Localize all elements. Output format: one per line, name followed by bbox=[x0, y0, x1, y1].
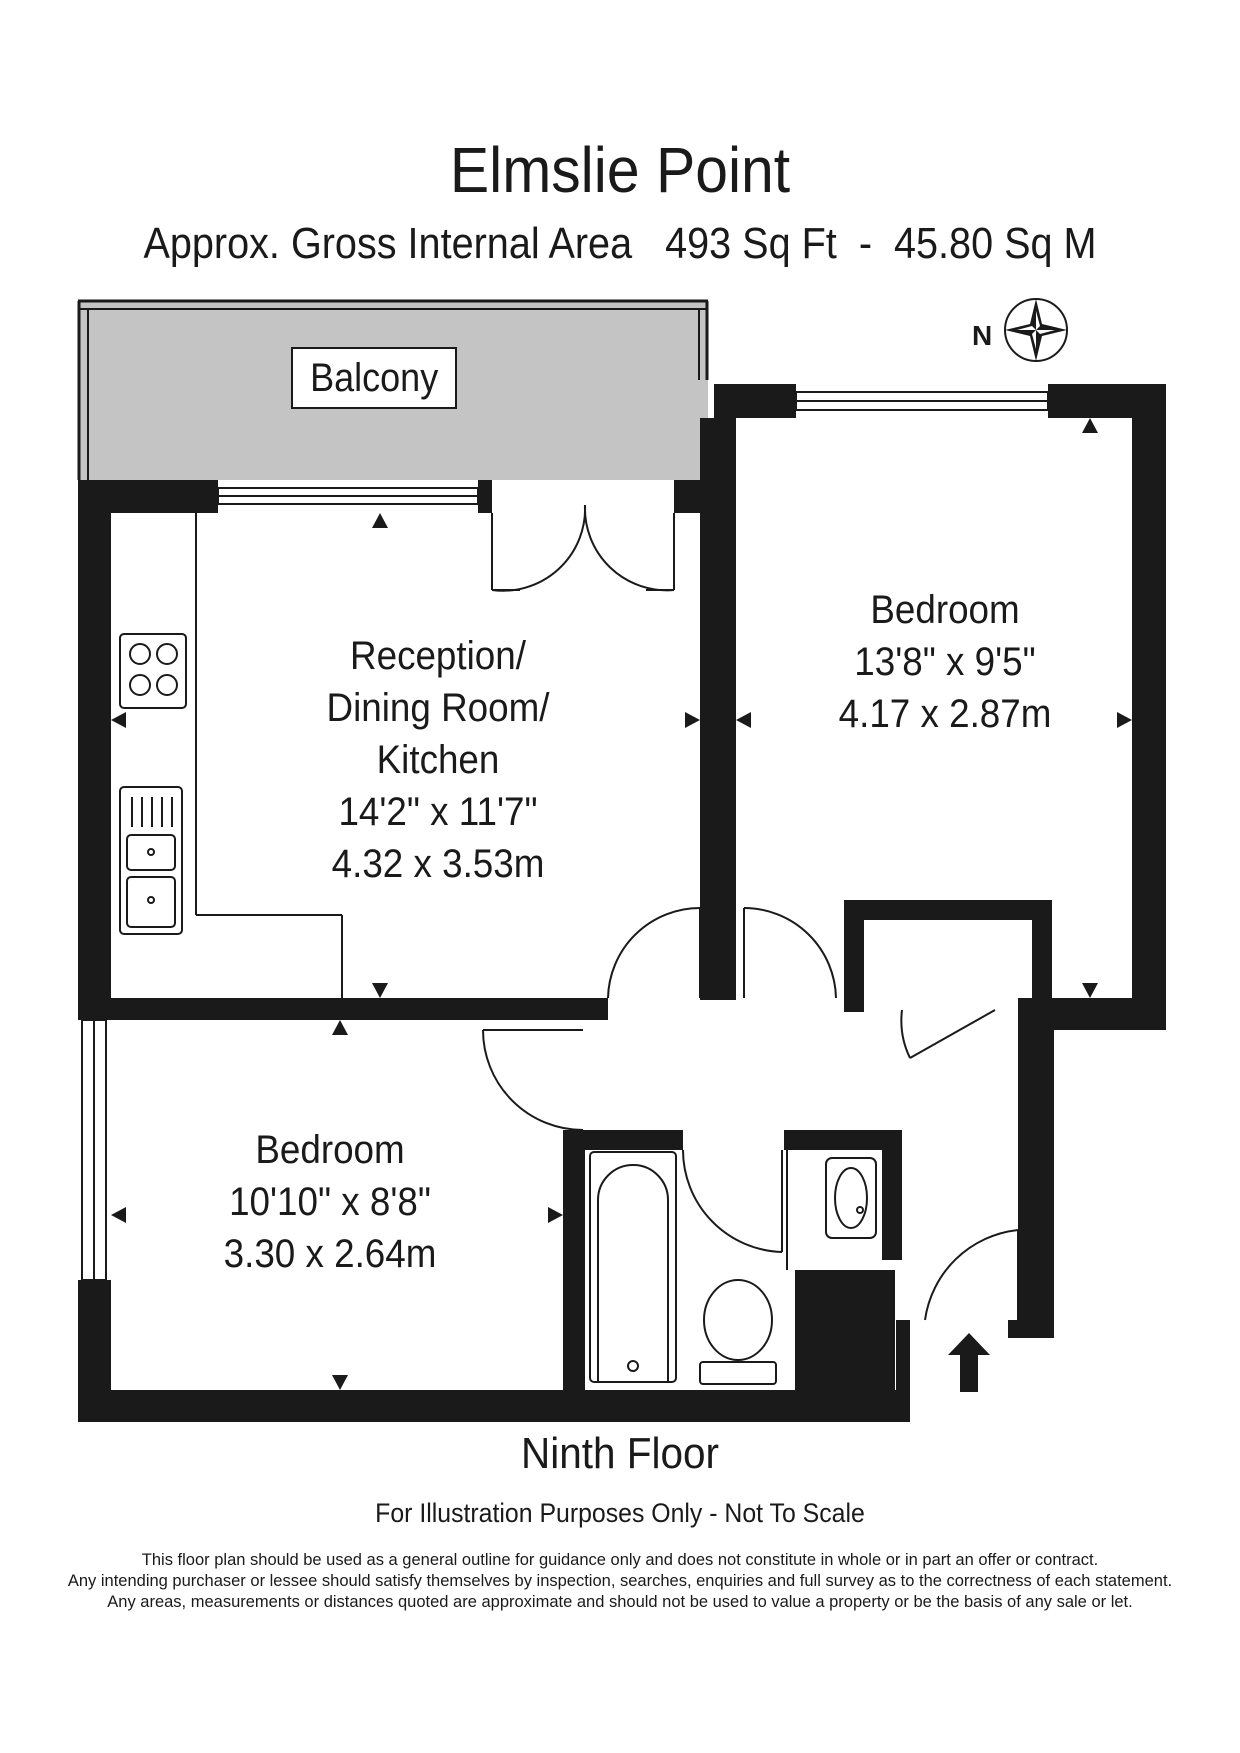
hob-icon bbox=[120, 634, 186, 708]
compass-rose-icon bbox=[1005, 299, 1067, 361]
entrance-arrow-icon bbox=[948, 1333, 990, 1392]
reception-name-line2: Dining Room/ bbox=[326, 686, 550, 730]
illustration-note: For Illustration Purposes Only - Not To Scale bbox=[375, 1498, 865, 1528]
bedroom-2-metric: 3.30 x 2.64m bbox=[223, 1232, 437, 1276]
bedroom-1-metric: 4.17 x 2.87m bbox=[838, 692, 1052, 736]
compass-north-label: N bbox=[972, 320, 993, 351]
balcony-label-text: Balcony bbox=[309, 356, 439, 400]
toilet-icon bbox=[704, 1280, 772, 1360]
reception-name-line1: Reception/ bbox=[350, 634, 526, 678]
disclaimer-line-2: Any intending purchaser or lessee should satisfy themselves by inspection, searches, enquiries and full survey as to the correctness of each statement. bbox=[67, 1572, 1173, 1590]
plan-title: Elmslie Point bbox=[449, 134, 791, 206]
bedroom-1-label bbox=[802, 584, 1087, 740]
bedroom-1-name: Bedroom bbox=[870, 588, 1020, 632]
balcony-label bbox=[291, 347, 457, 409]
balcony-door bbox=[492, 505, 674, 591]
bedroom-2-imperial: 10'10" x 8'8" bbox=[229, 1180, 431, 1224]
disclaimer bbox=[0, 1550, 1240, 1613]
disclaimer-line-3: Any areas, measurements or distances quoted are approximate and should not be used to value a property or be the basis of any sale or let. bbox=[107, 1593, 1133, 1611]
bedroom-2-label bbox=[192, 1124, 468, 1280]
floor-name: Ninth Floor bbox=[521, 1429, 719, 1478]
bedroom-2-name: Bedroom bbox=[255, 1128, 405, 1172]
reception-metric: 4.32 x 3.53m bbox=[331, 842, 545, 886]
basin-icon bbox=[826, 1158, 876, 1238]
disclaimer-line-1: This floor plan should be used as a general outline for guidance only and does not constitute in whole or in part an offer or contract. bbox=[141, 1551, 1099, 1569]
bath-icon bbox=[590, 1152, 676, 1382]
gross-internal-area: Approx. Gross Internal Area 493 Sq Ft - 45.80 Sq M bbox=[143, 219, 1097, 268]
bedroom-1-imperial: 13'8" x 9'5" bbox=[854, 640, 1036, 684]
reception-imperial: 14'2" x 11'7" bbox=[338, 790, 538, 834]
reception-name-line3: Kitchen bbox=[376, 738, 500, 782]
reception-label bbox=[272, 630, 603, 890]
